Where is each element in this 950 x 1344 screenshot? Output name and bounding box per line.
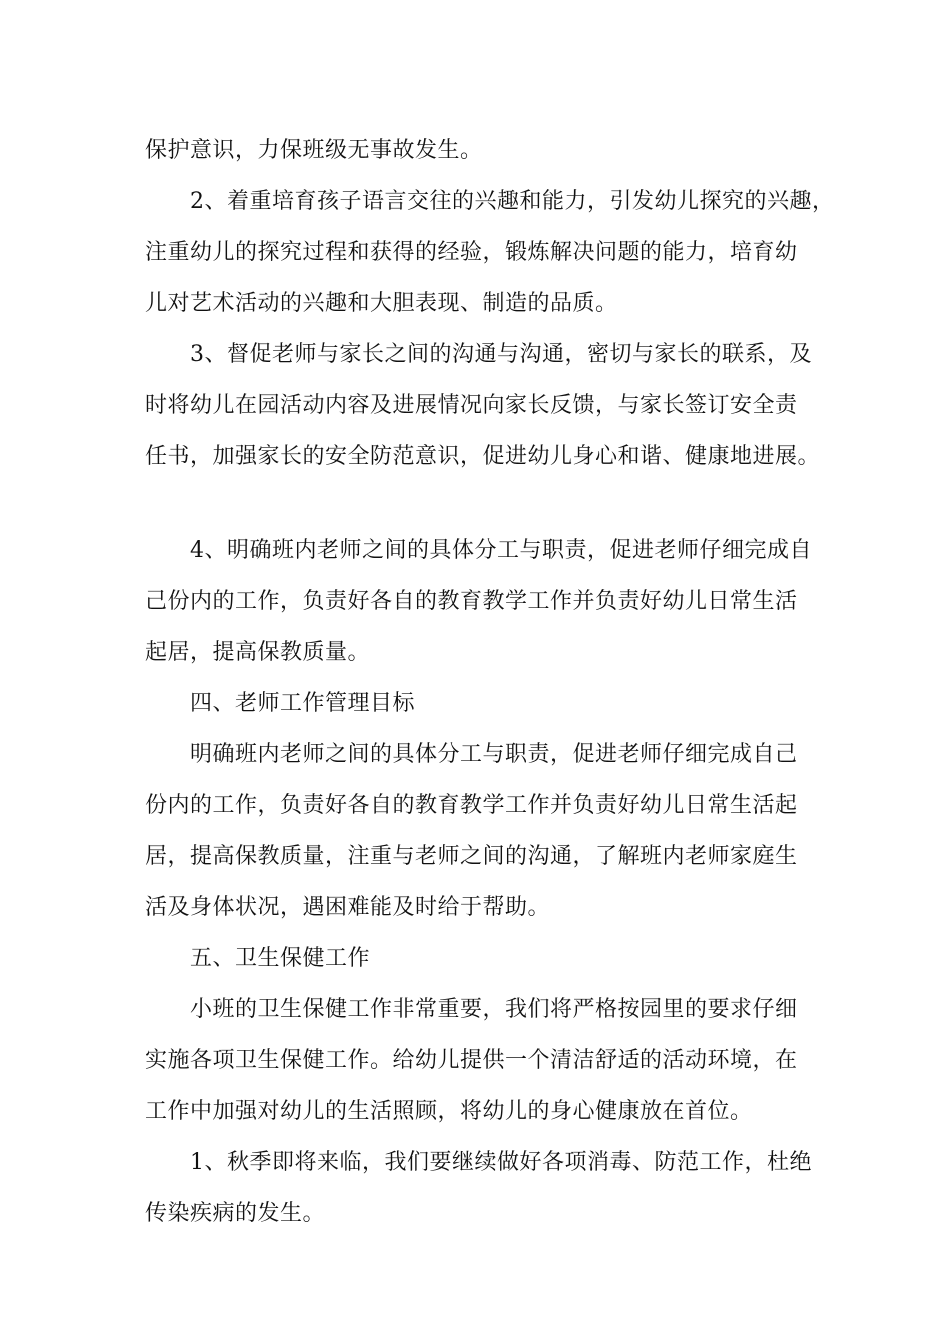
section-heading: 四、老师工作管理目标	[190, 691, 416, 716]
text-line: 保护意识，力保班级无事故发生。	[145, 138, 483, 163]
text-line: 活及身体状况，遇困难能及时给于帮助。	[145, 895, 551, 920]
text-line: 明确班内老师之间的具体分工与职责，促进老师仔细完成自己	[190, 742, 798, 767]
text-line: 份内的工作，负责好各自的教育教学工作并负责好幼儿日常生活起	[145, 793, 798, 818]
text-line: 时将幼儿在园活动内容及进展情况向家长反馈，与家长签订安全责	[145, 393, 798, 418]
text-line: 工作中加强对幼儿的生活照顾，将幼儿的身心健康放在首位。	[145, 1099, 753, 1124]
text-line: 2、着重培育孩子语言交往的兴趣和能力，引发幼儿探究的兴趣，	[190, 189, 835, 214]
text-line: 传染疾病的发生。	[145, 1201, 326, 1226]
text-line: 4、明确班内老师之间的具体分工与职责，促进老师仔细完成自	[190, 538, 812, 563]
text-line: 儿对艺术活动的兴趣和大胆表现、制造的品质。	[145, 291, 618, 316]
text-line: 1、秋季即将来临，我们要继续做好各项消毒、防范工作，杜绝	[190, 1150, 812, 1175]
text-line: 起居，提高保教质量。	[145, 640, 371, 665]
text-line: 小班的卫生保健工作非常重要，我们将严格按园里的要求仔细	[190, 997, 798, 1022]
section-heading: 五、卫生保健工作	[190, 946, 371, 971]
text-line: 任书，加强家长的安全防范意识，促进幼儿身心和谐、健康地进展。	[145, 444, 821, 469]
text-line: 实施各项卫生保健工作。给幼儿提供一个清洁舒适的活动环境，在	[145, 1048, 798, 1073]
text-line: 居，提高保教质量，注重与老师之间的沟通，了解班内老师家庭生	[145, 844, 798, 869]
text-line: 己份内的工作，负责好各自的教育教学工作并负责好幼儿日常生活	[145, 589, 798, 614]
text-line: 注重幼儿的探究过程和获得的经验，锻炼解决问题的能力，培育幼	[145, 240, 798, 265]
text-line: 3、督促老师与家长之间的沟通与沟通，密切与家长的联系，及	[190, 342, 812, 367]
